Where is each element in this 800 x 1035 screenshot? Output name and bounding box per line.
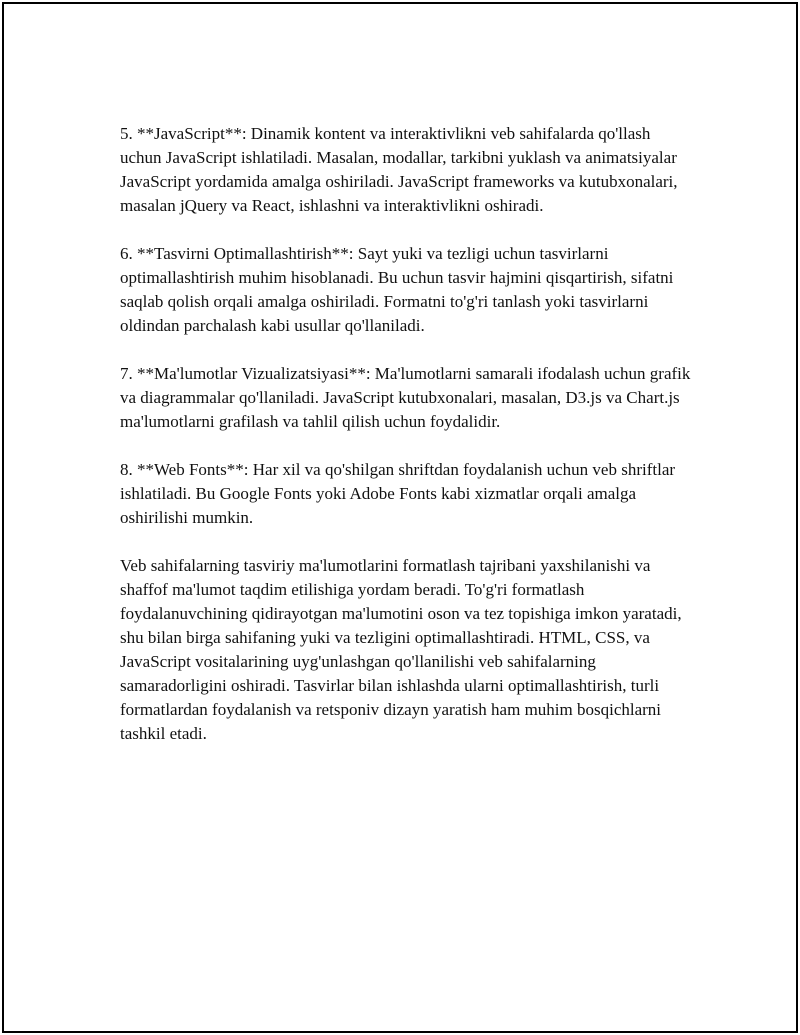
paragraph-javascript: 5. **JavaScript**: Dinamik kontent va interaktivlikni veb sahifalarda qo'llash uchun JavaScript ishlatiladi. Masalan, modallar, tarkibni yuklash va animatsiyalar JavaScript yordamida amalga oshiriladi. JavaScript frameworks va kutubxonalari, masalan jQuery va React, ishlashni va interaktivlikni oshiradi. [120, 124, 678, 215]
paragraph-image-optimization: 6. **Tasvirni Optimallashtirish**: Sayt yuki va tezligi uchun tasvirlarni optimallashtirish muhim hisoblanadi. Bu uchun tasvir hajmini qisqartirish, sifatni saqlab qolish orqali amalga oshiriladi. Formatni to'g'ri tanlash yoki tasvirlarni oldindan parchalash kabi usullar qo'llaniladi. [120, 244, 674, 335]
page-frame [2, 2, 798, 1033]
paragraph-conclusion: Veb sahifalarning tasviriy ma'lumotlarini formatlash tajribani yaxshilanishi va shaffof ma'lumot taqdim etilishiga yordam beradi. To'g'ri formatlash foydalanuvchining qidirayotgan ma'lumotini oson va tez topishiga imkon yaratadi, shu bilan birga sahifaning yuki va tezligini optimallashtiradi. HTML, CSS, va JavaScript vositalarining uyg'unlashgan qo'llanilishi veb sahifalarning samaradorligini oshiradi. Tasvirlar bilan ishlashda ularni optimallashtirish, turli formatlardan foydalanish va retsponiv dizayn yaratish ham muhim bosqichlarni tashkil etadi. [120, 556, 682, 743]
document-body [120, 122, 692, 770]
paragraph-data-visualization: 7. **Ma'lumotlar Vizualizatsiyasi**: Ma'lumotlarni samarali ifodalash uchun grafik va diagrammalar qo'llaniladi. JavaScript kutubxonalari, masalan, D3.js va Chart.js ma'lumotlarni grafilash va tahlil qilish uchun foydalidir. [120, 364, 691, 431]
paragraph-web-fonts: 8. **Web Fonts**: Har xil va qo'shilgan shriftdan foydalanish uchun veb shriftlar ishlatiladi. Bu Google Fonts yoki Adobe Fonts kabi xizmatlar orqali amalga oshirilishi mumkin. [120, 460, 676, 527]
